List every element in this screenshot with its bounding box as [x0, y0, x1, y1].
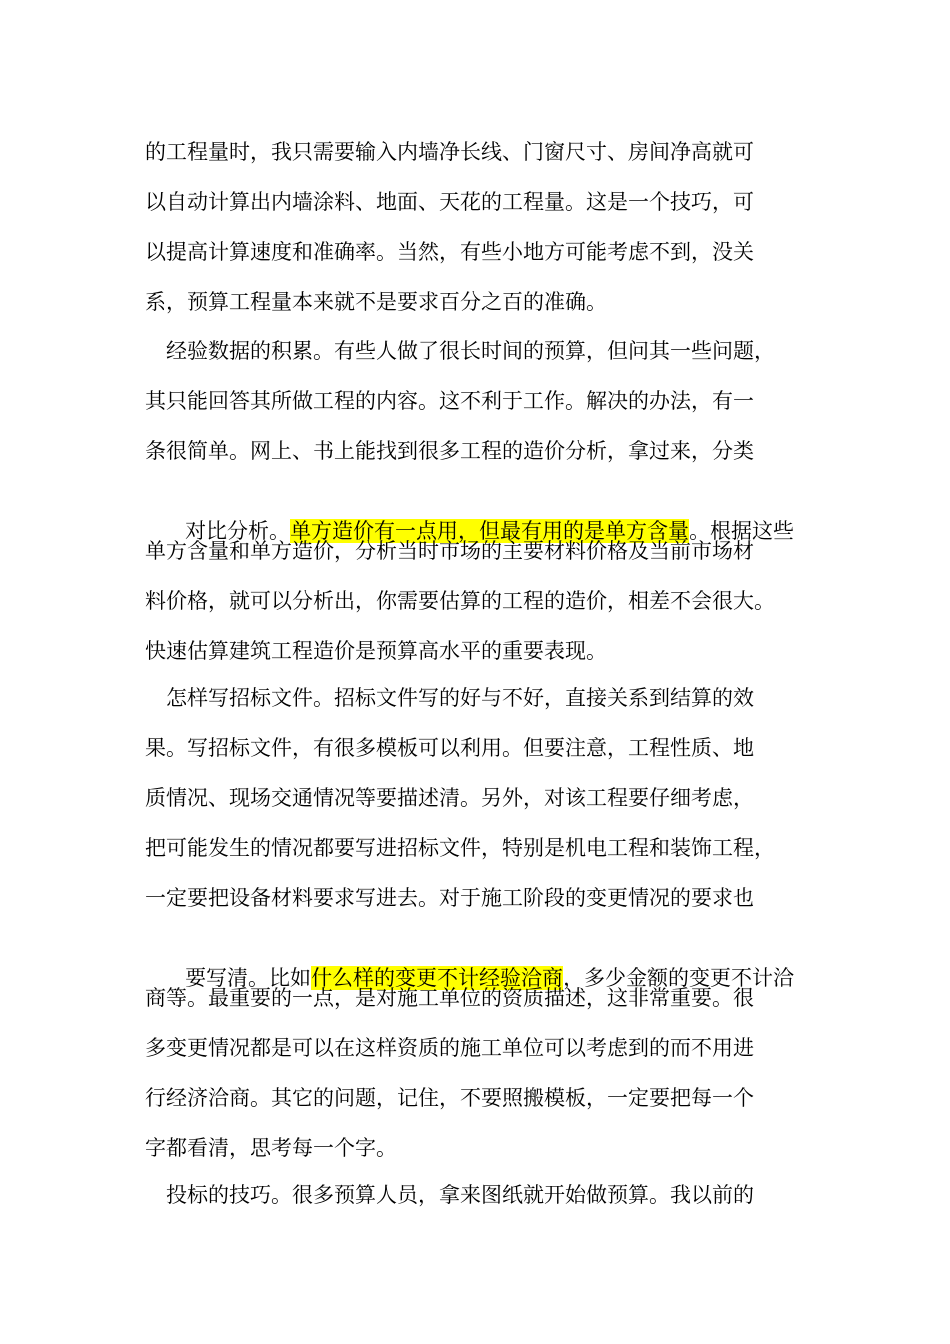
- text-line: 字都看清，思考每一个字。: [145, 1136, 397, 1160]
- text-line: 快速估算建筑工程造价是预算高水平的重要表现。: [145, 639, 607, 663]
- text-line: 果。写招标文件，有很多模板可以利用。但要注意，工程性质、地: [145, 736, 754, 760]
- text-line: 商等。最重要的一点，是对施工单位的资质描述，这非常重要。很: [145, 986, 754, 1010]
- text-line: 系，预算工程量本来就不是要求百分之百的准确。: [145, 290, 607, 314]
- text-line: 以自动计算出内墙涂料、地面、天花的工程量。这是一个技巧，可: [145, 190, 754, 214]
- text-run: 要写清。比如: [185, 966, 312, 990]
- text-line: [145, 933, 795, 990]
- text-line: 把可能发生的情况都要写进招标文件，特别是机电工程和装饰工程，: [145, 836, 775, 860]
- text-line: [145, 486, 795, 543]
- highlighted-text: 单方造价有一点用，但最有用的是单方含量: [290, 519, 690, 543]
- text-line: 的工程量时，我只需要输入内墙净长线、门窗尺寸、房间净高就可: [145, 140, 754, 164]
- text-line: 经验数据的积累。有些人做了很长时间的预算，但问其一些问题，: [145, 339, 775, 363]
- text-line: 条很简单。网上、书上能找到很多工程的造价分析，拿过来，分类: [145, 439, 754, 463]
- text-line: 一定要把设备材料要求写进去。对于施工阶段的变更情况的要求也: [145, 886, 754, 910]
- text-run: 对比分析。: [185, 519, 291, 543]
- text-line: 单方含量和单方造价，分析当时市场的主要材料价格及当前市场材: [145, 539, 754, 563]
- text-run: ，多少金额的变更不计洽: [563, 966, 795, 990]
- text-line: 多变更情况都是可以在这样资质的施工单位可以考虑到的而不用进: [145, 1036, 754, 1060]
- text-line: 质情况、现场交通情况等要描述清。另外，对该工程要仔细考虑，: [145, 786, 754, 810]
- text-line: 投标的技巧。很多预算人员，拿来图纸就开始做预算。我以前的: [145, 1183, 754, 1207]
- highlighted-text: 什么样的变更不计经验洽商: [311, 966, 564, 990]
- text-run: 。根据这些: [689, 519, 795, 543]
- text-line: 料价格，就可以分析出，你需要估算的工程的造价，相差不会很大。: [145, 589, 775, 613]
- text-line: 行经济洽商。其它的问题，记住，不要照搬模板，一定要把每一个: [145, 1086, 754, 1110]
- text-line: 其只能回答其所做工程的内容。这不利于工作。解决的办法，有一: [145, 389, 754, 413]
- text-line: 怎样写招标文件。招标文件写的好与不好，直接关系到结算的效: [145, 686, 754, 710]
- text-line: 以提高计算速度和准确率。当然，有些小地方可能考虑不到，没关: [145, 240, 754, 264]
